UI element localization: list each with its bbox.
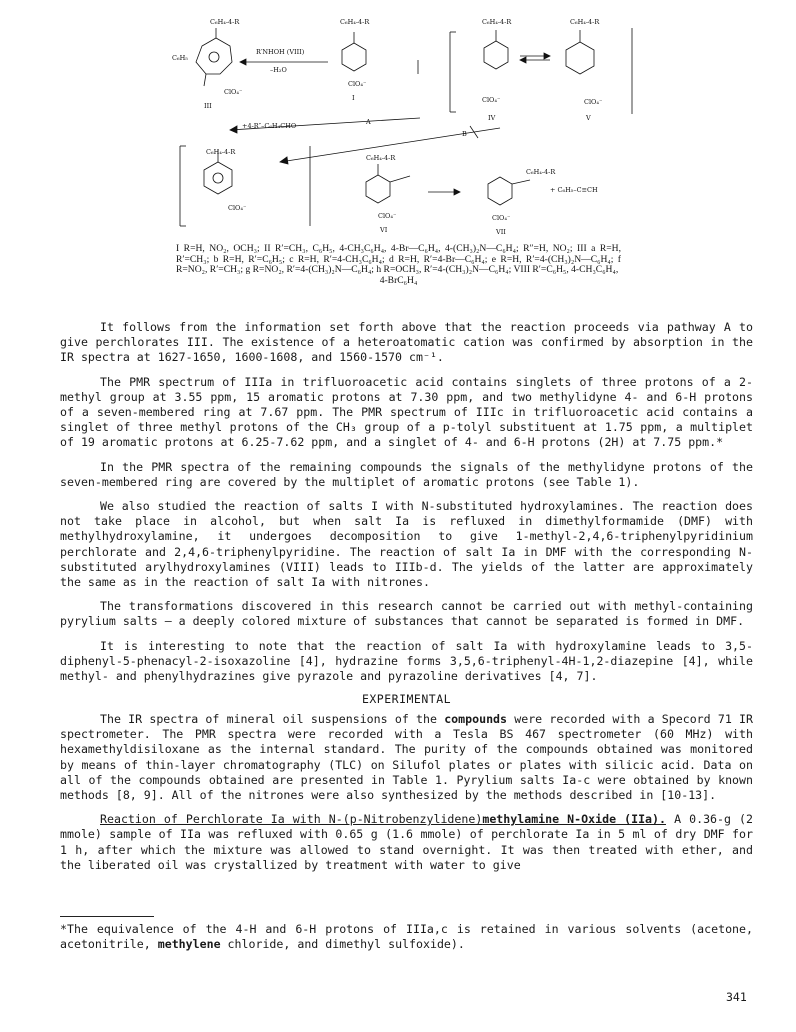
- procedure-title-bold: methylamine N-Oxide (IIa).: [482, 812, 666, 827]
- scheme-label-V: V: [586, 114, 591, 122]
- paragraph-pathway-A: It follows from the information set forth above that the reaction proceeds via pathway A to give perchlorates III. The existence of a heteroatomatic cation was confirmed by absorption in the IR spectra at 1627-1650, 1600-1608, and 1560-1570 cm⁻¹.: [60, 320, 753, 365]
- scheme-label-aryl-VII: C₆H₄-4-R: [526, 168, 556, 176]
- paragraph-hydroxylamines: We also studied the reaction of salts I with N-substituted hydroxylamines. The reaction does not take place in alcohol, but when salt Ia is refluxed in dimethylformamide (DMF) with methylhydroxylamine, it undergoes decomposition to give 1-methyl-2,4,6-triphenylpyridinium perchlorate and 2,4,6-triphenylpyridine. The reaction of salt Ia in DMF with the corresponding N-substituted arylhydroxylamines (VIII) leads to IIIb-d. The yields of the latter are approximately the same as in the reaction of salt Ia with nitrones.: [60, 499, 753, 590]
- body-section-1: [60, 320, 753, 684]
- paragraph-pmr-spectrum: The PMR spectrum of IIIa in trifluoroacetic acid contains singlets of three protons of a 2-methyl group at 3.55 ppm, 15 aromatic protons at 7.30 ppm, and two methylidyne 4- and 6-H protons of a seven-membered ring at 7.67 ppm. The PMR spectrum of IIIc in trifluoroacetic acid contains a singlet of three methyl protons of the CH₃ group of a p-tolyl substituent at 1.75 ppm, a multiplet of 19 aromatic protons at 6.25-7.62 ppm, and a singlet of 4- and 6-H protons (2H) at 7.75 ppm.*: [60, 374, 753, 450]
- scheme-label-I: I: [352, 94, 355, 102]
- scheme-arrow-A: A: [366, 118, 371, 126]
- page-number: 341: [726, 990, 747, 1004]
- scheme-label-VII: VII: [496, 228, 506, 236]
- scheme-product-tail: + C₆H₅–C≡CH: [550, 186, 598, 194]
- scheme-label-perchlorate-VI: ClO₄⁻: [378, 212, 397, 220]
- reaction-scheme-figure: [170, 10, 640, 240]
- section-heading-experimental: EXPERIMENTAL: [361, 692, 452, 706]
- scheme-label-aryl-VI: C₆H₄-4-R: [366, 154, 396, 162]
- scheme-label-aryl-V: C₆H₄-4-R: [570, 18, 600, 26]
- scheme-minus-water: –H₂O: [270, 66, 287, 74]
- scheme-label-phenyl: C₆H₅: [172, 54, 188, 62]
- scheme-legend: [176, 244, 621, 286]
- scheme-label-perchlorate-VII: ClO₄⁻: [492, 214, 511, 222]
- scheme-label-perchlorate-V: ClO₄⁻: [584, 98, 603, 106]
- scheme-reagent-top: R′NHOH (VIII): [256, 48, 305, 56]
- paragraph-methyl-pyrylium: The transformations discovered in this research cannot be carried out with methyl-containing pyrylium salts — a deeply colored mixture of substances that cannot be separated is formed in DMF.: [60, 599, 753, 629]
- paragraph-pmr-remaining: In the PMR spectra of the remaining compounds the signals of the methylidyne protons of the seven-membered ring are covered by the multiplet of aromatic protons (see Table 1).: [60, 459, 753, 489]
- scheme-label-perchlorate-left: ClO₄⁻: [228, 204, 247, 212]
- scheme-label-VI: VI: [380, 226, 388, 234]
- scheme-label-aryl-IV: C₆H₄-4-R: [482, 18, 512, 26]
- legend-last-line: 4-BrC₆H₄: [379, 274, 418, 286]
- body-section-experimental: [60, 712, 753, 873]
- scheme-label-perchlorate-I: ClO₄⁻: [348, 80, 367, 88]
- scheme-label-aryl: C₆H₄-4-R: [210, 18, 240, 26]
- scheme-label-IV: IV: [488, 114, 496, 122]
- scheme-label-aryl-I: C₆H₄-4-R: [340, 18, 370, 26]
- paragraph-hydroxylamine-reaction: It is interesting to note that the reaction of salt Ia with hydroxylamine leads to 3,5-diphenyl-5-phenacyl-2-isoxazoline [4], hydrazine forms 3,5,6-triphenyl-4H-1,2-diazepine [4], while methyl- and phenylhydrazines give pyrazole and pyrazoline derivatives [4, 7].: [60, 638, 753, 684]
- procedure-title: Reaction of Perchlorate Ia with N-(p-Nitrobenzylidene): [100, 812, 483, 827]
- reaction-scheme-svg: [170, 10, 640, 240]
- scheme-label-aryl-left: C₆H₄-4-R: [206, 148, 236, 156]
- footnote-rule: [60, 916, 154, 917]
- scheme-reagent-left: +4-R″–C₆H₄CHO: [242, 122, 297, 130]
- paragraph-experimental-methods: The IR spectra of mineral oil suspensions of the compounds were recorded with a Specord 71 IR spectrometer. The PMR spectra were recorded with a Tesla BS 467 spectrometer (60 MHz) with hexamethyldisiloxane as the internal standard. The purity of the compounds obtained was monitored by means of thin-layer chromatography (TLC) on Silufol plates or plates with silicic acid. Data on all of the compounds obtained are presented in Table 1. Pyrylium salts Ia-c were obtained by known methods [8, 9]. All of the nitrones were also synthesized by the methods described in [10-13].: [60, 712, 753, 803]
- scheme-label-perchlorate-III: ClO₄⁻: [224, 88, 243, 96]
- scheme-label-perchlorate-IV: ClO₄⁻: [482, 96, 501, 104]
- scheme-arrow-B: B: [462, 130, 467, 138]
- scheme-label-III: III: [204, 102, 212, 110]
- legend-text: I R=H, NO₂, OCH₃; II R′=CH₃, C₆H₅, 4-CH₃C₆H₄, 4-Br—C₆H₄, 4-(CH₃)₂N—C₆H₄; R″=H, NO₂; III a R=H, R′=CH₃; b R=H, R′=C₆H₅; c R=H, R′=4-CH₃C₆H₄; d R=H, R′=4-Br—C₆H₄; e R=H, R′=4-(CH₃)₂N—C₆H₄; f R=NO₂, R′=CH₃; g R=NO₂, R′=4-(CH₃)₂N—C₆H₄; h R=OCH₃, R′=4-(CH₃)₂N—C₆H₄; VIII R′=C₆H₅, 4-CH₃C₆H₄,: [176, 243, 621, 276]
- paragraph-reaction-ia-iia: Reaction of Perchlorate Ia with N-(p-Nitrobenzylidene)methylamine N-Oxide (IIa). A 0.36-g (2 mmole) sample of IIa was refluxed with 0.65 g (1.6 mmole) of perchlorate Ia in 5 ml of dry DMF for 1 h, after which the mixture was allowed to stand overnight. It was then treated with ether, and the liberated oil was crystallized by treatment with water to give: [60, 812, 754, 872]
- footnote: *The equivalence of the 4-H and 6-H protons of IIIa,c is retained in various solvents (acetone, acetonitrile, methylene chloride, and dimethyl sulfoxide).: [60, 922, 753, 952]
